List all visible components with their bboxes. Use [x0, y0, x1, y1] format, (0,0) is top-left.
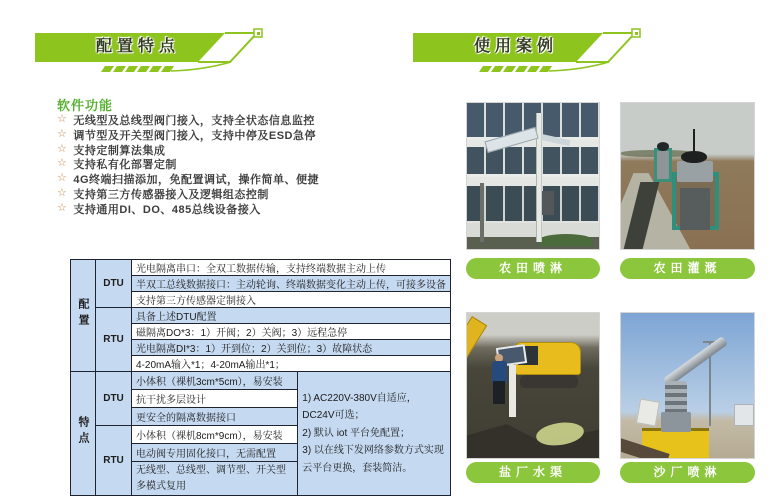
table-row: 磁隔离DO*3：1）开阀；2）关阀；3）远程急停	[132, 324, 451, 340]
table-row: 光电隔离串口：全双工数据传输，支持终端数据主动上传	[132, 260, 451, 276]
section-label-config: 配置	[71, 260, 96, 372]
star-bullet-icon: ☆	[57, 113, 68, 125]
spec-table	[70, 259, 451, 496]
gate-plate	[680, 188, 711, 230]
worker-legs	[493, 381, 505, 404]
valve-body	[661, 412, 692, 432]
sand-yard-sprayer-photo	[620, 312, 755, 459]
banner-config-features	[35, 28, 265, 78]
excavator-tracks	[520, 375, 578, 388]
truck	[734, 404, 754, 426]
table-row: 具备上述DTU配置	[132, 308, 451, 324]
case-label: 农田灌溉	[620, 258, 755, 279]
excavator-canal-photo	[466, 312, 600, 459]
case-label: 沙厂喷淋	[620, 462, 755, 483]
group-label-dtu: DTU	[96, 372, 132, 426]
list-item-text: 支持通用DI、DO、485总线设备接入	[73, 203, 261, 216]
list-item	[57, 142, 387, 157]
banner-use-cases	[413, 28, 643, 78]
table-row: 小体积（裸机8cm*9cm），易安装	[132, 426, 298, 444]
window-band	[467, 186, 599, 223]
star-bullet-icon: ☆	[57, 172, 68, 185]
case-label: 农田喷淋	[466, 258, 600, 279]
table-row: 抗干扰多层设计	[132, 390, 298, 408]
list-item-text: 支持私有化部署定制	[73, 159, 177, 172]
note-line: 3) 以在线下发网络参数方式实现云平台更换，套装简洁。	[302, 445, 444, 474]
table-row: 无线型、总线型、调节型、开关型多模式复用	[132, 462, 298, 496]
handwheel	[681, 151, 708, 163]
table-row: 小体积（裸机3cm*5cm），易安装	[132, 372, 298, 390]
list-item-text: 无线型及总线型阀门接入，支持全状态信息监控	[73, 115, 315, 127]
note-line: 1) AC220V-380V自适应，DC24V可选；	[302, 392, 417, 422]
software-functions-list	[57, 112, 387, 216]
group-label-rtu: RTU	[96, 308, 132, 372]
list-item	[57, 127, 387, 142]
list-item	[57, 112, 387, 127]
section-label-feature: 特点	[71, 372, 96, 496]
list-item	[57, 156, 387, 171]
flange-stack	[665, 381, 688, 414]
star-bullet-icon: ☆	[57, 157, 68, 170]
table-row: 支持第三方传感器定制接入	[132, 292, 451, 308]
list-item-text: 4G终端扫描添加，免配置调试，操作简单、便捷	[73, 174, 320, 187]
list-item-text: 调节型及开关型阀门接入，支持中停及ESD急停	[73, 129, 316, 142]
valve-stem	[693, 129, 696, 152]
star-bullet-icon: ☆	[57, 127, 68, 140]
spec-table-wrap	[70, 259, 451, 496]
case-label: 盐厂水渠	[466, 462, 600, 483]
table-row: 半双工总线数据接口：主动轮询、终端数据变化主动上传，可接多设备	[132, 276, 451, 292]
table-row: 4-20mA输入*1；4-20mA输出*1；	[132, 356, 451, 372]
star-bullet-icon: ☆	[57, 201, 68, 214]
field-irrigation-photo	[620, 102, 755, 250]
list-item	[57, 186, 387, 201]
feature-note-cell	[298, 372, 451, 496]
building-sprayer-photo	[466, 102, 600, 250]
worker-torso	[492, 361, 507, 383]
actuator	[677, 161, 713, 181]
software-functions-heading: 软件功能	[57, 98, 114, 113]
list-item-text: 支持定制算法集成	[73, 144, 166, 157]
table-row: 电动阀专用固化接口，无需配置	[132, 444, 298, 462]
list-item	[57, 201, 387, 216]
banner-title-left: 配置特点	[95, 38, 180, 55]
panel-pole	[509, 365, 516, 417]
valve-unit-far	[654, 148, 671, 182]
list-item	[57, 171, 387, 186]
list-item-text: 支持第三方传感器接入及逻辑组态控制	[73, 188, 269, 201]
shrub	[540, 234, 593, 246]
note-line: 2) 默认 iot 平台免配置；	[302, 427, 411, 439]
post	[480, 183, 484, 241]
table-row: 光电隔离DI*3：1）开到位；2）关到位；3）故障状态	[132, 340, 451, 356]
banner-title-right: 使用案例	[473, 38, 558, 55]
group-label-dtu: DTU	[96, 260, 132, 308]
group-label-rtu: RTU	[96, 426, 132, 496]
table-row: 更安全的隔离数据接口	[132, 408, 298, 426]
star-bullet-icon: ☆	[57, 142, 68, 155]
control-box	[542, 191, 554, 216]
star-bullet-icon: ☆	[57, 186, 68, 199]
